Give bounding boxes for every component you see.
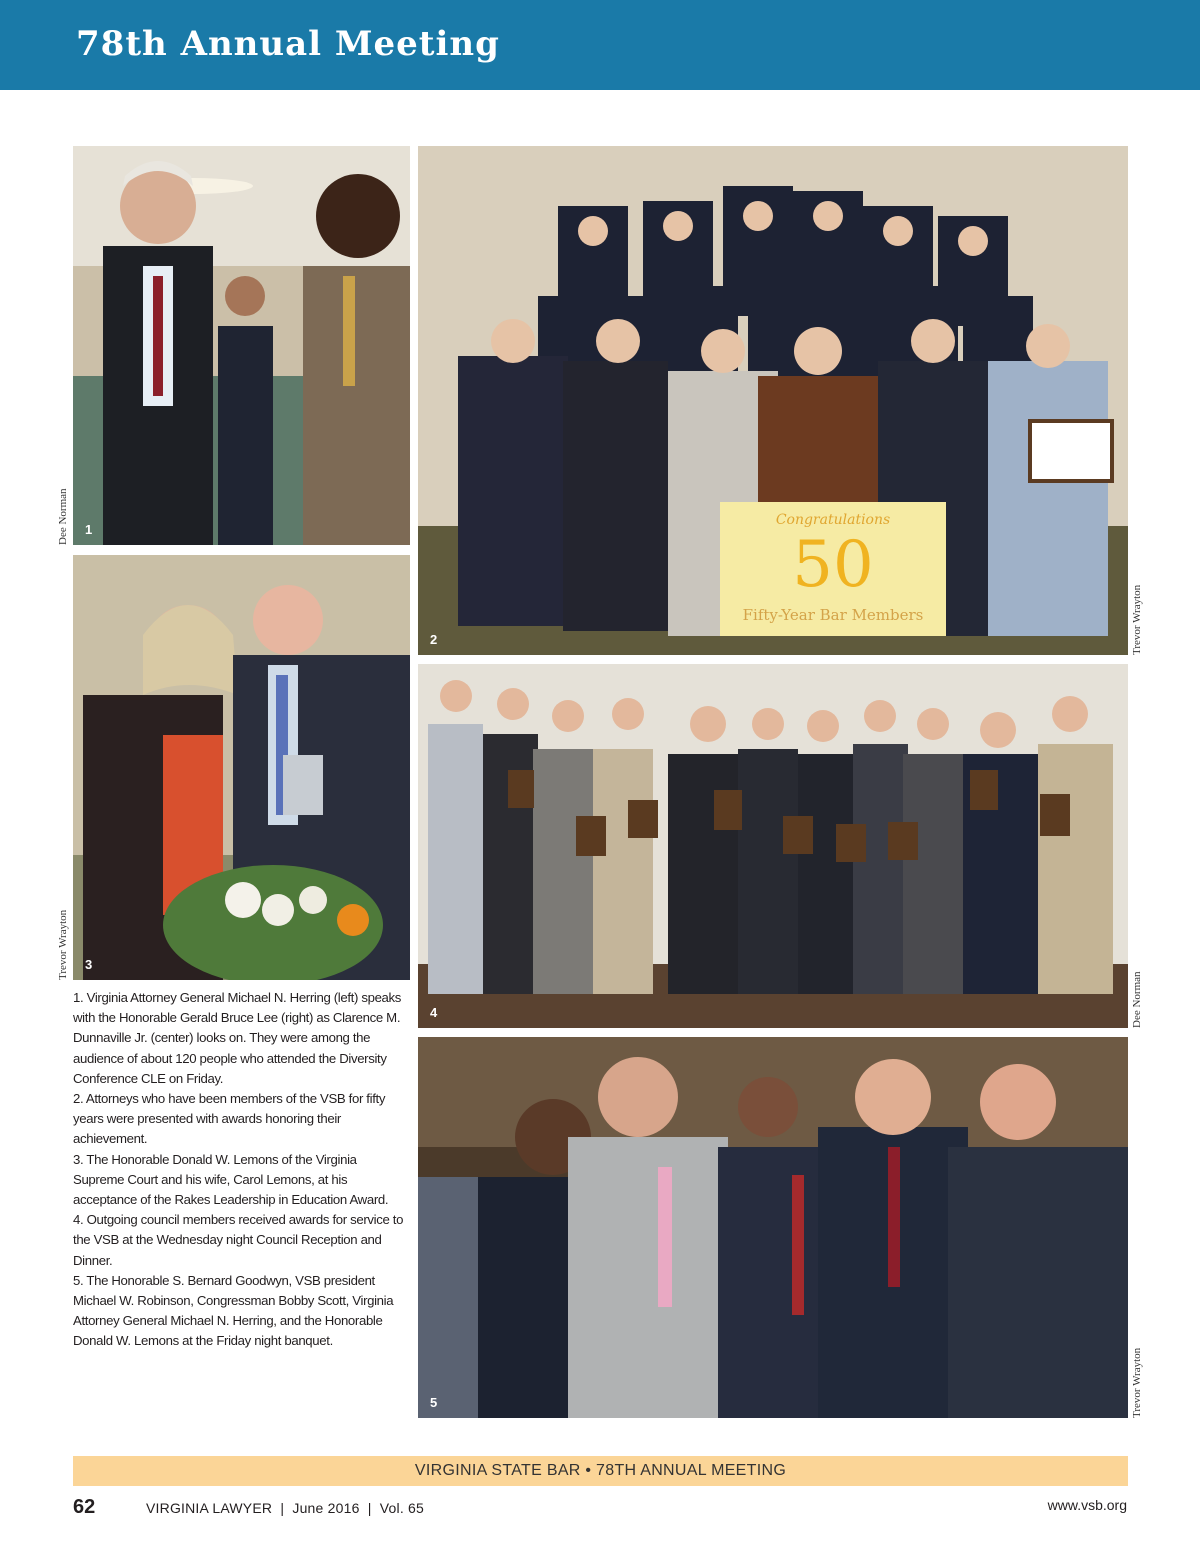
photo-1-credit: Dee Norman [57,488,69,545]
photo-2 [418,146,1128,655]
sign-congratulations: Congratulations [775,512,891,528]
caption-5: 5. The Honorable S. Bernard Goodwyn, VSB president Michael W. Robinson, Congressman Bobby Scott, Virginia Attorney General Michael N. Herring, and the Honorable Donald W. Lemons at the Friday night banquet. [73,1272,394,1349]
photo-4-credit: Dee Norman [1131,971,1143,1028]
masthead [146,1500,424,1516]
header-band [0,0,1200,90]
photo-5 [418,1037,1128,1418]
photo-5-image [418,1037,1128,1418]
caption-1: 1. Virginia Attorney General Michael N. Herring (left) speaks with the Honorable Gerald Bruce Lee (right) as Clarence M. Dunnaville Jr. (center) looks on. They were among the audience of about 120 people who attended the Diversity Conference CLE on Friday. [73,990,402,1086]
photo-1 [73,146,410,545]
website-link[interactable]: www.vsb.org [1047,1497,1127,1513]
photo-4-number: 4 [430,1005,438,1020]
photo-3 [73,555,410,980]
photo-4-image [418,664,1128,1028]
masthead-text: VIRGINIA LAWYER | June 2016 | Vol. 65 [146,1500,424,1516]
caption-2: 2. Attorneys who have been members of the VSB for fifty years were presented with awards honoring their achievement. [73,1091,386,1147]
sign-caption: Fifty-Year Bar Members [742,606,924,624]
photo-captions [73,988,409,1352]
photo-2-credit: Trevor Wrayton [1131,584,1143,655]
page-number: 62 [73,1496,96,1518]
photo-2-number: 2 [430,632,438,647]
photo-5-credit: Trevor Wrayton [1131,1347,1143,1418]
photo-3-image [73,555,410,980]
page-title: 78th Annual Meeting [76,24,500,64]
footer-band [73,1456,1128,1486]
photo-4 [418,664,1128,1028]
fifty-year-sign [720,502,946,636]
photo-3-credit: Trevor Wrayton [57,909,69,980]
photo-1-number: 1 [85,522,93,537]
photo-5-number: 5 [430,1395,438,1410]
caption-3: 3. The Honorable Donald W. Lemons of the Virginia Supreme Court and his wife, Carol Lemons, at his acceptance of the Rakes Leadership in Education Award. [73,1151,389,1208]
caption-4: 4. Outgoing council members received awards for service to the VSB at the Wednesday night Council Reception and Dinner. [73,1212,404,1268]
sign-fifty: 50 [792,528,874,602]
photo-1-image [73,146,410,545]
footer-band-text: VIRGINIA STATE BAR • 78TH ANNUAL MEETING [414,1462,787,1479]
photo-3-number: 3 [85,957,93,972]
